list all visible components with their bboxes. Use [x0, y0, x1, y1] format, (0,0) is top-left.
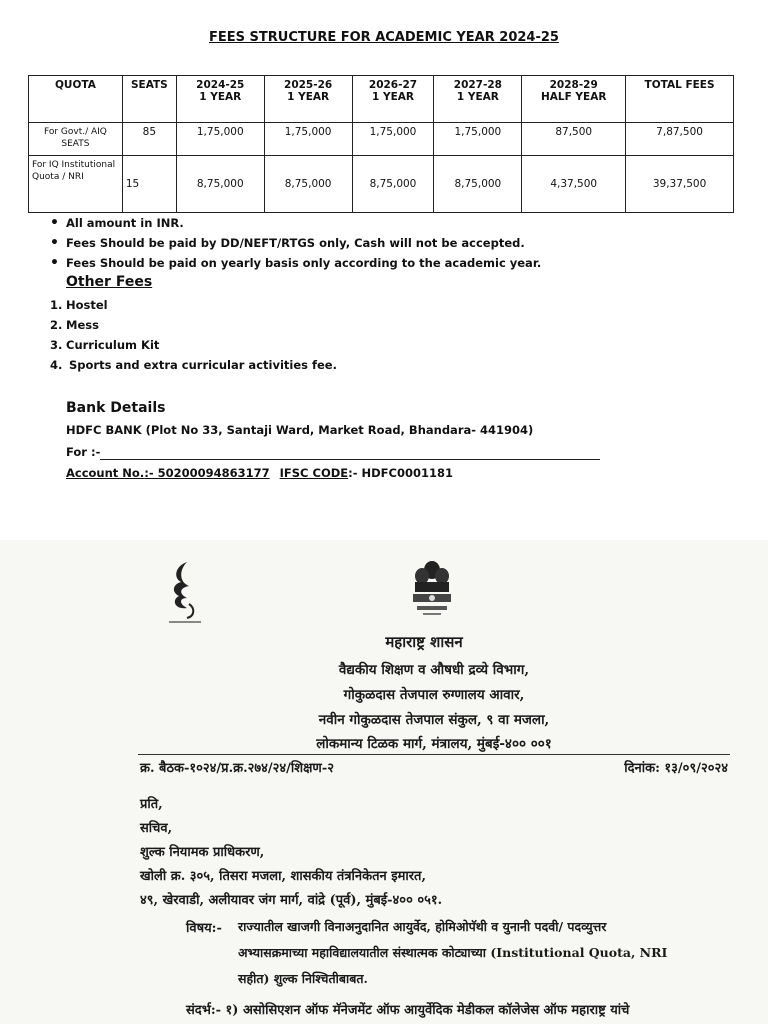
- other-fees-list: [50, 295, 337, 375]
- fee-cell: 8,75,000: [176, 156, 264, 213]
- column-header: 2024-25 1 YEAR: [176, 76, 264, 123]
- department-line: नवीन गोकुळदास तेजपाल संकुल, ९ वा मजला,: [318, 712, 550, 728]
- address-line: ४९, खेरवाडी, अलीयावर जंग मार्ग, वांद्रे (पूर्व), मुंबई-४०० ०५१.: [140, 893, 443, 908]
- note-item: • Fees Should be paid by DD/NEFT/RTGS only, Cash will not be accepted.: [50, 233, 541, 253]
- total-cell: 7,87,500: [626, 123, 734, 156]
- note-item: • All amount in INR.: [50, 213, 541, 233]
- list-item: 3. Curriculum Kit: [50, 338, 160, 352]
- address-line: शुल्क नियामक प्राधिकरण,: [140, 845, 265, 860]
- bank-name: HDFC BANK (Plot No 33, Santaji Ward, Market Road, Bhandara- 441904): [66, 423, 534, 437]
- fee-notes: [50, 213, 541, 273]
- column-header: SEATS: [122, 76, 176, 123]
- fee-cell: 1,75,000: [434, 123, 522, 156]
- seats-cell: 15: [122, 156, 176, 213]
- table-row: [29, 156, 734, 213]
- fee-cell: 1,75,000: [176, 123, 264, 156]
- for-label: For :-: [66, 445, 101, 459]
- list-item: 1. Hostel: [50, 298, 108, 312]
- subject-line: राज्यातील खाजगी विनाअनुदानित आयुर्वेद, होमिओपॅथी व युनानी पदवी/ पदव्युत्तर: [238, 919, 607, 934]
- account-details: Account No.:- 50200094863177 IFSC CODE:- HDFC0001181: [66, 466, 453, 480]
- fee-cell: 1,75,000: [352, 123, 434, 156]
- subject-line: अभ्यासक्रमाच्या महाविद्यालयातील संस्थात्मक कोट्याच्या (Institutional Quota, NRI: [238, 945, 668, 960]
- national-emblem-icon: [405, 558, 459, 620]
- quota-cell: For Govt./ AIQ SEATS: [29, 123, 123, 156]
- subject-label: विषय:-: [186, 921, 222, 936]
- seats-cell: 85: [122, 123, 176, 156]
- reference-line: संदर्भ:- १) असोसिएशन ऑफ मॅनेजमेंट ऑफ आयुर्वेदिक मेडीकल कॉलेजेस ऑफ महाराष्ट्र यांचे: [186, 1003, 630, 1018]
- note-item: • Fees Should be paid on yearly basis only according to the academic year.: [50, 253, 541, 273]
- column-header: 2027-28 1 YEAR: [434, 76, 522, 123]
- fee-cell: 8,75,000: [352, 156, 434, 213]
- column-header: TOTAL FEES: [626, 76, 734, 123]
- fee-cell: 87,500: [522, 123, 626, 156]
- column-header: QUOTA: [29, 76, 123, 123]
- table-row: [29, 123, 734, 156]
- fees-table: [28, 75, 734, 213]
- total-cell: 39,37,500: [626, 156, 734, 213]
- letter-date: दिनांक: १३/०९/२०२४: [624, 761, 728, 776]
- department-line: लोकमान्य टिळक मार्ग, मंत्रालय, मुंबई-४०० ००१: [316, 736, 552, 752]
- subject-line: सहीत) शुल्क निश्चितीबाबत.: [238, 971, 368, 986]
- column-header: 2025-26 1 YEAR: [264, 76, 352, 123]
- government-title: महाराष्ट्र शासन: [385, 633, 463, 651]
- address-line: सचिव,: [140, 821, 173, 836]
- column-header: 2028-29 HALF YEAR: [522, 76, 626, 123]
- department-logo-icon: [165, 558, 205, 628]
- address-line: खोली क्र. ३०५, तिसरा मजला, शासकीय तंत्रनिकेतन इमारत,: [140, 869, 426, 884]
- fee-cell: 8,75,000: [434, 156, 522, 213]
- address-line: प्रति,: [140, 797, 163, 812]
- fee-cell: 1,75,000: [264, 123, 352, 156]
- list-item: 4. Sports and extra curricular activities fee.: [50, 358, 337, 372]
- quota-cell: For IQ Institutional Quota / NRI: [29, 156, 123, 213]
- department-line: गोकुळदास तेजपाल रुग्णालय आवार,: [343, 687, 525, 703]
- table-header-row: [29, 76, 734, 123]
- reference-number: क्र. बैठक-१०२४/प्र.क्र.२७४/२४/शिक्षण-२: [140, 761, 334, 776]
- fee-cell: 8,75,000: [264, 156, 352, 213]
- header-divider: [138, 754, 730, 755]
- government-letter: [0, 540, 768, 1024]
- bank-details-heading: Bank Details: [66, 400, 166, 416]
- column-header: 2026-27 1 YEAR: [352, 76, 434, 123]
- department-line: वैद्यकीय शिक्षण व औषधी द्रव्ये विभाग,: [338, 662, 530, 678]
- signature-line: [100, 459, 600, 460]
- list-item: 2. Mess: [50, 318, 99, 332]
- other-fees-heading: Other Fees: [66, 274, 153, 290]
- fee-cell: 4,37,500: [522, 156, 626, 213]
- fees-title: FEES STRUCTURE FOR ACADEMIC YEAR 2024-25: [209, 30, 559, 45]
